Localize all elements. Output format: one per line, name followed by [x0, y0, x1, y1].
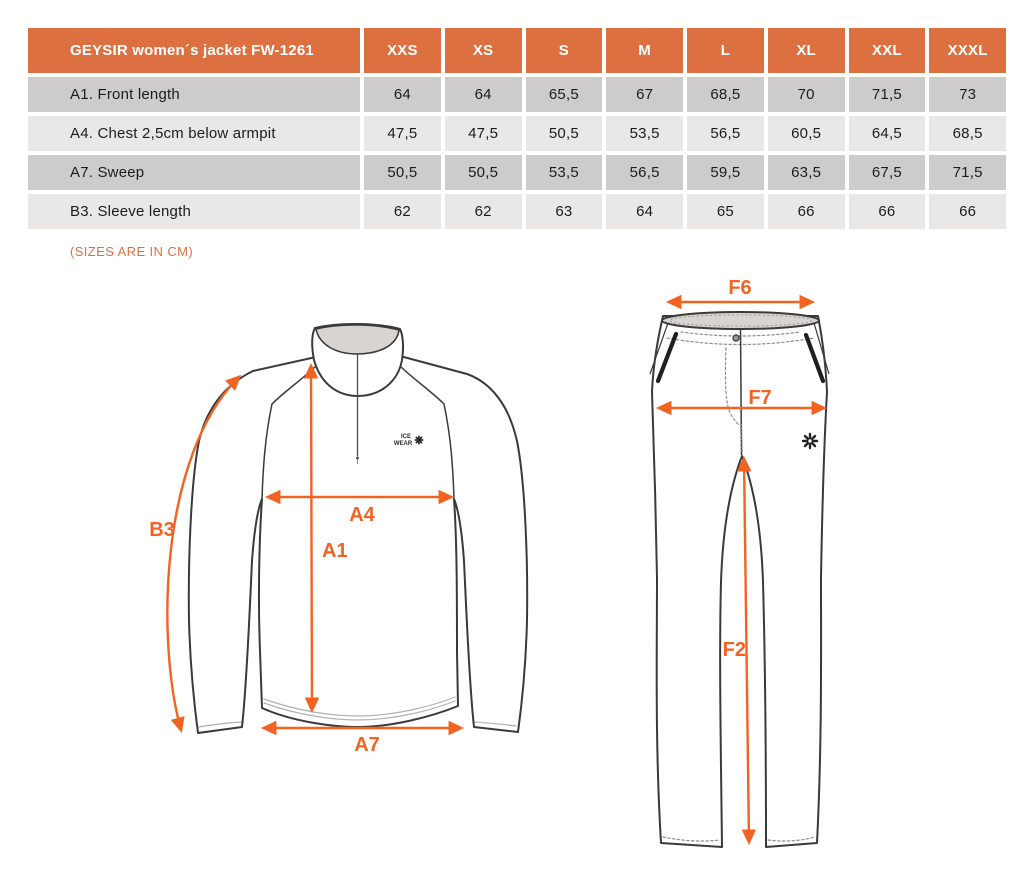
size-header-l: L: [687, 28, 764, 73]
row-label-a1: A1. Front length: [28, 77, 360, 112]
measure-label-a1: A1: [322, 540, 348, 562]
table-cell: 60,5: [768, 116, 845, 151]
table-cell: 66: [849, 194, 926, 229]
sizes-unit-note: (SIZES ARE IN CM): [70, 244, 194, 259]
table-cell: 50,5: [445, 155, 522, 190]
row-label-a4: A4. Chest 2,5cm below armpit: [28, 116, 360, 151]
table-cell: 67: [606, 77, 683, 112]
table-cell: 64: [445, 77, 522, 112]
measure-label-a4: A4: [349, 504, 375, 526]
jacket-diagram: [140, 300, 575, 770]
table-cell: 53,5: [526, 155, 603, 190]
table-cell: 65,5: [526, 77, 603, 112]
measure-arrow-a1: [311, 366, 312, 710]
measure-label-f6: F6: [728, 277, 752, 299]
table-cell: 63: [526, 194, 603, 229]
icewear-logo-text-wear: WEAR: [393, 441, 413, 447]
table-cell: 68,5: [929, 116, 1006, 151]
table-cell: 50,5: [364, 155, 441, 190]
table-cell: 50,5: [526, 116, 603, 151]
table-cell: 56,5: [606, 155, 683, 190]
size-header-xxxl: XXXL: [929, 28, 1006, 73]
pants-button: [733, 335, 739, 341]
row-label-b3: B3. Sleeve length: [28, 194, 360, 229]
snowflake-logo-icon: [803, 434, 817, 448]
measure-label-f2: F2: [722, 639, 746, 661]
measure-label-b3: B3: [149, 519, 175, 541]
pants-diagram: [645, 272, 840, 865]
size-table: [28, 28, 1006, 229]
table-cell: 66: [768, 194, 845, 229]
table-cell: 62: [445, 194, 522, 229]
table-cell: 68,5: [687, 77, 764, 112]
table-cell: 64: [606, 194, 683, 229]
table-cell: 63,5: [768, 155, 845, 190]
table-cell: 47,5: [364, 116, 441, 151]
size-header-s: S: [526, 28, 603, 73]
size-header-xxl: XXL: [849, 28, 926, 73]
table-cell: 65: [687, 194, 764, 229]
table-cell: 66: [929, 194, 1006, 229]
pants-waist-opening: [662, 312, 819, 329]
table-cell: 71,5: [849, 77, 926, 112]
measure-label-f7: F7: [748, 387, 772, 409]
table-cell: 47,5: [445, 116, 522, 151]
measure-label-a7: A7: [354, 734, 380, 756]
size-header-m: M: [606, 28, 683, 73]
table-cell: 62: [364, 194, 441, 229]
table-cell: 71,5: [929, 155, 1006, 190]
size-header-xxs: XXS: [364, 28, 441, 73]
row-label-a7: A7. Sweep: [28, 155, 360, 190]
table-cell: 64,5: [849, 116, 926, 151]
table-cell: 56,5: [687, 116, 764, 151]
pants-outline: [652, 316, 827, 847]
table-cell: 73: [929, 77, 1006, 112]
table-cell: 70: [768, 77, 845, 112]
table-title-cell: GEYSIR women´s jacket FW-1261: [28, 28, 360, 73]
icewear-logo-text-ice: ICE: [400, 434, 412, 440]
table-cell: 59,5: [687, 155, 764, 190]
size-header-xl: XL: [768, 28, 845, 73]
table-cell: 64: [364, 77, 441, 112]
table-cell: 67,5: [849, 155, 926, 190]
table-cell: 53,5: [606, 116, 683, 151]
size-header-xs: XS: [445, 28, 522, 73]
icewear-logo-flower-icon: [415, 436, 422, 443]
